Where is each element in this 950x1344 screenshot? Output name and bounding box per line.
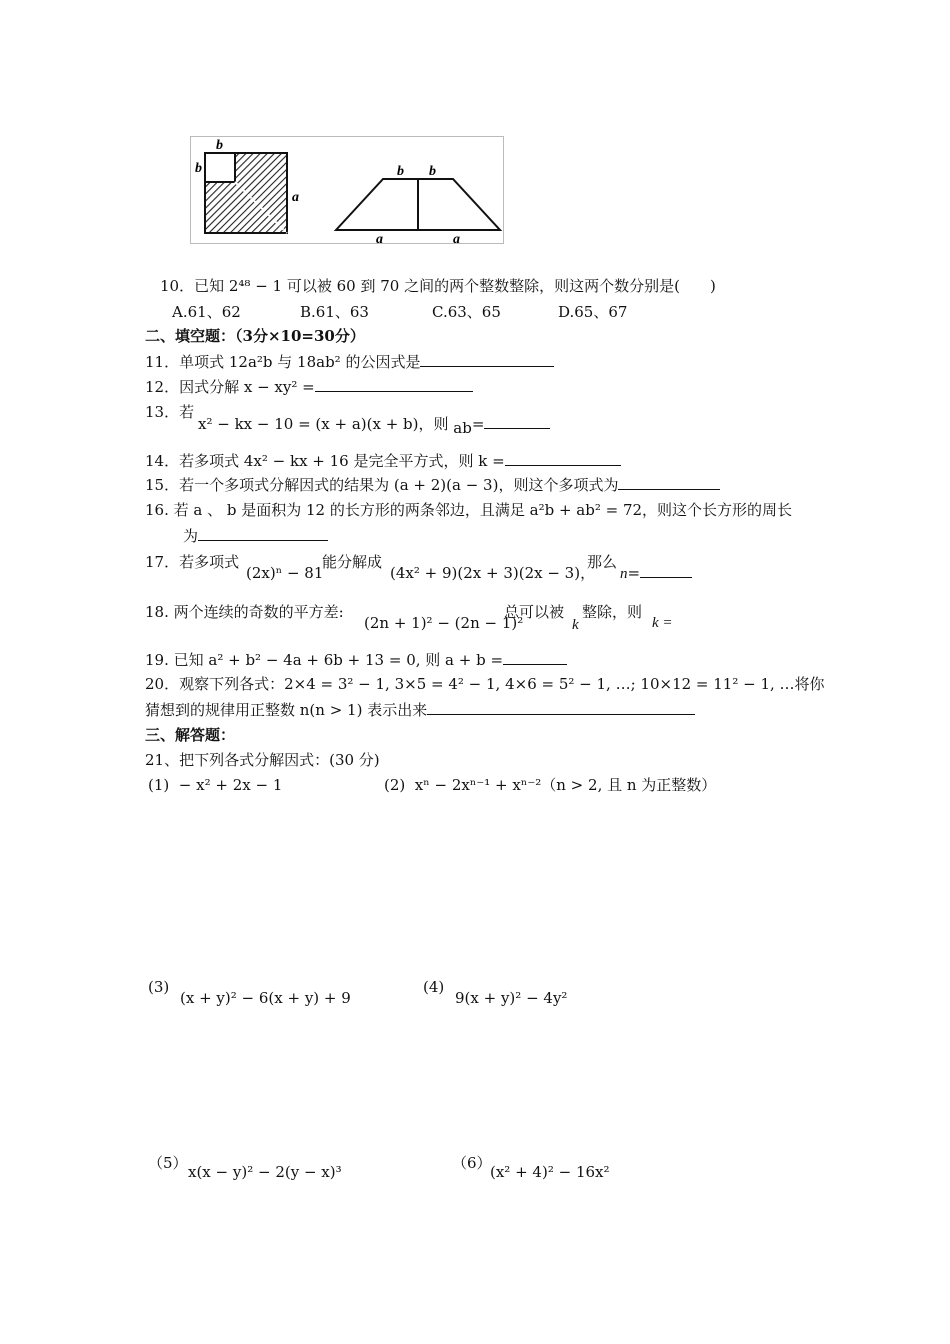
- question-16-line1: 16. 若 a 、 b 是面积为 12 的长方形的两条邻边，且满足 a²b + ab² = 72，则这个长方形的周长: [145, 501, 793, 519]
- square-label-a: a: [292, 190, 299, 205]
- q13-eq: =: [471, 415, 485, 433]
- problem-1-label: (1): [148, 776, 170, 794]
- question-21: 21、把下列各式分解因式：(30 分): [145, 751, 380, 769]
- problem-2-expr: xⁿ − 2xⁿ⁻¹ + xⁿ⁻²（n > 2, 且 n 为正整数）: [414, 776, 717, 794]
- geometry-figure: [190, 136, 504, 244]
- q16-answer-blank[interactable]: [198, 526, 328, 541]
- question-14: [145, 451, 621, 471]
- square-figure: [205, 153, 287, 233]
- q13-ab: ab: [453, 419, 472, 437]
- q18-tail: 整除，则: [582, 603, 643, 621]
- figure-svg: [191, 137, 503, 243]
- q17-eq: =: [627, 564, 641, 582]
- trapezoid-label-b-right: b: [429, 164, 436, 179]
- q11-text: 11．单项式 12a²b 与 18ab² 的公因式是: [145, 353, 421, 371]
- q14-text: 14．若多项式 4x² − kx + 16 是完全平方式，则 k =: [145, 452, 505, 470]
- problem-6-expr: (x² + 4)² − 16x²: [490, 1163, 610, 1181]
- q10-option-a: A.61、62: [172, 303, 241, 321]
- q20-line2-text: 猜想到的规律用正整数 n(n > 1) 表示出来: [145, 701, 428, 719]
- question-16-line2: [183, 526, 328, 546]
- q19-text: 19. 已知 a² + b² − 4a + 6b + 13 = 0, 则 a + b =: [145, 651, 504, 669]
- trapezoid-label-a-left: a: [376, 232, 383, 243]
- q10-option-b: B.61、63: [300, 303, 369, 321]
- problem-5-label: （5）: [148, 1154, 188, 1172]
- q11-answer-blank[interactable]: [420, 352, 554, 367]
- problem-3-label: (3): [148, 978, 170, 996]
- problem-4-label: (4): [423, 978, 445, 996]
- q13-answer-blank[interactable]: [484, 414, 550, 429]
- problem-2-label: (2): [384, 776, 406, 794]
- q10-option-c: C.63、65: [432, 303, 501, 321]
- problem-1-expr: − x² + 2x − 1: [178, 776, 283, 794]
- q18-k-eq: k =: [652, 615, 673, 631]
- question-12: [145, 377, 473, 397]
- q18-k: k: [572, 617, 579, 633]
- problem-5-expr: x(x − y)² − 2(y − x)³: [188, 1163, 342, 1181]
- problem-4-expr: 9(x + y)² − 4y²: [455, 989, 568, 1007]
- q18-expr: (2n + 1)² − (2n − 1)²: [364, 614, 524, 632]
- square-label-b-top: b: [216, 138, 223, 153]
- problem-2: [384, 775, 716, 795]
- question-17-prefix: 17．若多项式: [145, 553, 240, 571]
- problem-3-expr: (x + y)² − 6(x + y) + 9: [180, 989, 351, 1007]
- q12-text: 12．因式分解 x − xy² =: [145, 378, 315, 396]
- problem-6-label: （6）: [452, 1154, 492, 1172]
- q17-answer: [620, 563, 692, 584]
- q15-answer-blank[interactable]: [618, 475, 720, 490]
- q14-answer-blank[interactable]: [505, 451, 621, 466]
- q13-expr: x² − kx − 10 = (x + a)(x + b)，则: [198, 415, 449, 433]
- question-20-line2: [145, 700, 695, 720]
- square-label-b-left: b: [195, 161, 202, 176]
- problem-1: [148, 775, 282, 795]
- section-2-heading: 二、填空题：（3分×10=30分）: [145, 327, 365, 345]
- question-13: [145, 402, 194, 422]
- q19-answer-blank[interactable]: [503, 650, 567, 665]
- q20-answer-blank[interactable]: [427, 700, 695, 715]
- trapezoid-label-b-left: b: [397, 164, 404, 179]
- q17-expr2: (4x² + 9)(2x + 3)(2x − 3)，: [390, 564, 596, 582]
- question-15: [145, 475, 720, 495]
- q17-answer-blank[interactable]: [640, 563, 692, 578]
- q13-prefix: 13．若: [145, 403, 195, 421]
- section-3-heading: 三、解答题：: [145, 726, 236, 744]
- trapezoid-label-a-right: a: [453, 232, 460, 243]
- trapezoid-figure: [336, 179, 500, 230]
- q17-n: n: [620, 566, 628, 582]
- q13-expression: [198, 414, 550, 437]
- q12-answer-blank[interactable]: [315, 377, 473, 392]
- q17-mid: 能分解成: [322, 553, 383, 571]
- q16-line2-text: 为: [183, 527, 199, 545]
- q10-option-d: D.65、67: [558, 303, 628, 321]
- q17-expr1: (2x)ⁿ − 81: [246, 564, 324, 582]
- q17-tail: 那么: [587, 553, 618, 571]
- question-19: [145, 650, 567, 670]
- question-10: 10．已知 2⁴⁸ − 1 可以被 60 到 70 之间的两个整数整除，则这两个数分别是( ): [160, 277, 716, 295]
- q15-text: 15．若一个多项式分解因式的结果为 (a + 2)(a − 3)，则这个多项式为: [145, 476, 619, 494]
- question-20-line1: 20．观察下列各式：2×4 = 3² − 1, 3×5 = 4² − 1, 4×6 = 5² − 1, …; 10×12 = 11² − 1, …将你: [145, 675, 825, 693]
- question-18-prefix: 18. 两个连续的奇数的平方差:: [145, 603, 344, 621]
- q18-mid: 总可以被: [504, 603, 565, 621]
- question-11: [145, 352, 554, 372]
